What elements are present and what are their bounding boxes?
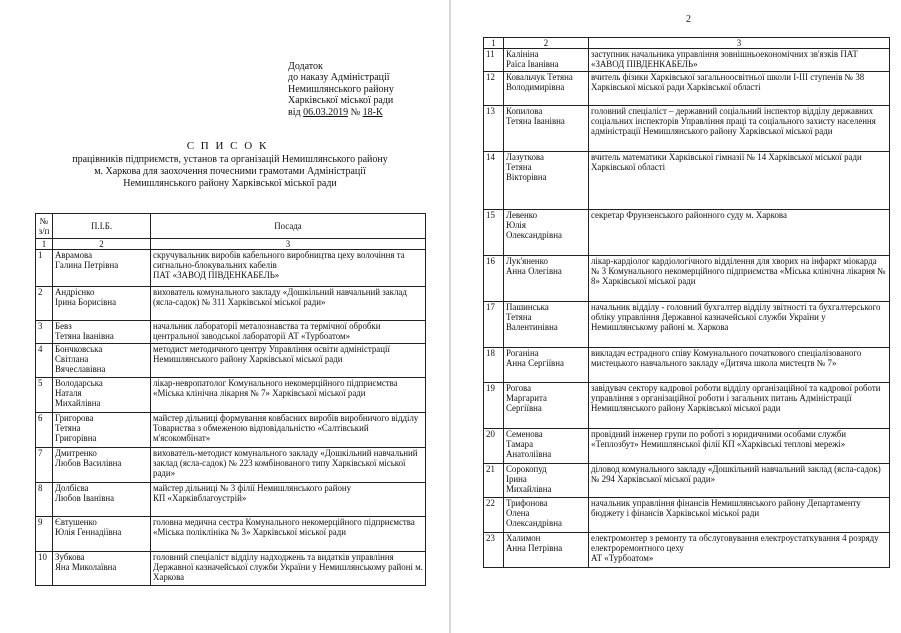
- table-row: [484, 383, 890, 429]
- employee-name: Левенко Юлія Олександрівна: [504, 210, 589, 256]
- table-row: [36, 517, 426, 552]
- employee-position: вчитель фізики Харківської загальноосвітньої школи І-ІІІ ступенів № 38 Харківської міської ради Харківської області: [589, 72, 890, 106]
- header-line: Додаток: [288, 61, 323, 72]
- row-number: 1: [36, 250, 53, 287]
- table-row: [484, 533, 890, 568]
- col-header-number: № з/п: [36, 214, 53, 239]
- employee-name: Зубкова Яна Миколаївна: [53, 552, 151, 586]
- employee-position: лікар-кардіолог кардіологічного відділення для хворих на інфаркт міокарда № 3 Комунального некомерційного підприємства «Міська клінічна лікарня № 8» Харківської міської ради: [589, 256, 890, 302]
- employee-position: діловод комунального закладу «Дошкільний навчальний заклад (ясла-садок) № 294 Харківської міської ради»: [589, 464, 890, 498]
- col-number: 1: [484, 38, 504, 49]
- employee-position: методист методичного центру Управління освіти адміністрації Немишлянського району Харківської міської ради: [151, 344, 426, 378]
- table-row: [484, 49, 890, 72]
- row-number: 11: [484, 49, 504, 72]
- table-row: [36, 287, 426, 321]
- employee-name: Сорокопуд Ірина Михайлівна: [504, 464, 589, 498]
- table-row: [36, 552, 426, 586]
- table-row: [484, 464, 890, 498]
- employee-name: Пашинська Тетяна Валентинівна: [504, 302, 589, 348]
- table-row: [36, 413, 426, 448]
- employee-position: начальник відділу - головний бухгалтер відділу звітності та бухгалтерського обліку управління Державної казначейської служби України у Немишлянському районі м. Харкова: [589, 302, 890, 348]
- order-number: 18-К: [362, 106, 383, 118]
- order-date: 06.03.2019: [303, 106, 349, 118]
- row-number: 5: [36, 378, 53, 413]
- employee-position: провідний інженер групи по роботі з юридичними особами служби «Теплозбут» Немишлянської філії КП «Харківські теплові мережі»: [589, 429, 890, 464]
- table-row: [36, 321, 426, 344]
- employee-position: скручувальник виробів кабельного виробництва цеху волочіння та сигнально-блокувальних кабелів ПАТ «ЗАВОД ПІВДЕНКАБЕЛЬ»: [151, 250, 426, 287]
- employee-name: Рогова Маргарита Сергіївна: [504, 383, 589, 429]
- employee-position: викладач естрадного співу Комунального початкового спеціалізованого мистецького навчального закладу «Дитяча школа мистецтв № 7»: [589, 348, 890, 383]
- table-row: [36, 483, 426, 517]
- page-number: 2: [686, 14, 691, 25]
- col-header-name: П.І.Б.: [53, 214, 151, 239]
- employee-position: заступник начальника управління зовнішньоекономічних зв'язків ПАТ «ЗАВОД ПІВДЕНКАБЕЛЬ»: [589, 49, 890, 72]
- row-number: 6: [36, 413, 53, 448]
- employee-name: Ковальчук Тетяна Володимирівна: [504, 72, 589, 106]
- document-title: С П И С О К: [186, 140, 269, 152]
- row-number: 12: [484, 72, 504, 106]
- table-row: [484, 498, 890, 533]
- employee-name: Семенова Тамара Анатоліївна: [504, 429, 589, 464]
- row-number: 3: [36, 321, 53, 344]
- employee-position: вихователь комунального закладу «Дошкільний навчальний заклад (ясла-садок) № 311 Харківської міської ради»: [151, 287, 426, 321]
- table-body: [36, 250, 426, 586]
- order-header: [288, 61, 394, 118]
- employee-position: завідувач сектору кадрової роботи відділу організаційної та кадрової роботи управління з організаційної роботи і загальних питань Адміністрації Немишлянського району Харківської міської ради: [589, 383, 890, 429]
- page-right: [451, 0, 901, 633]
- employee-position: електромонтер з ремонту та обслуговування електроустаткування 4 розряду електроремонтного цеху АТ «Турбоатом»: [589, 533, 890, 568]
- employee-position: головний спеціаліст відділу надходжень та видатків управління Державної казначейської служби України у Немишлянському районі м. Харкова: [151, 552, 426, 586]
- table-row: [36, 448, 426, 483]
- employee-name: Бончковська Світлана Вячеславівна: [53, 344, 151, 378]
- employee-name: Григорова Тетяна Григорівна: [53, 413, 151, 448]
- row-number: 2: [36, 287, 53, 321]
- employee-name: Лук'яненко Анна Олегівна: [504, 256, 589, 302]
- employee-table-left: [35, 213, 426, 586]
- row-number: 13: [484, 106, 504, 152]
- table-row: [484, 302, 890, 348]
- row-number: 10: [36, 552, 53, 586]
- col-number: 3: [589, 38, 890, 49]
- col-number: 3: [151, 239, 426, 250]
- employee-position: секретар Фрунзенського районного суду м. Харкова: [589, 210, 890, 256]
- table-row: [484, 72, 890, 106]
- employee-name: Бевз Тетяна Іванівна: [53, 321, 151, 344]
- row-number: 22: [484, 498, 504, 533]
- col-number: 2: [53, 239, 151, 250]
- table-row: [36, 344, 426, 378]
- employee-position: головна медична сестра Комунального некомерційного підприємства «Міська поліклініка № 3» Харківської міської ради: [151, 517, 426, 552]
- employee-position: майстер дільниці формування ковбасних виробів виробничого відділу Товариства з обмеженою відповідальністю «Салтівський м'ясокомбінат»: [151, 413, 426, 448]
- table-row: [484, 256, 890, 302]
- employee-position: лікар-невропатолог Комунального некомерційного підприємства «Міська клінічна лікарня № 7» Харківської міської ради: [151, 378, 426, 413]
- table-row: [484, 210, 890, 256]
- employee-position: вчитель математики Харківської гімназії № 14 Харківської міської ради Харківської області: [589, 152, 890, 210]
- employee-name: Дмитренко Любов Василівна: [53, 448, 151, 483]
- row-number: 4: [36, 344, 53, 378]
- page-left: [0, 0, 450, 633]
- date-prefix: від: [288, 106, 304, 118]
- table-row: [36, 250, 426, 287]
- table-row: [484, 429, 890, 464]
- employee-name: Роганіна Анна Сергіївна: [504, 348, 589, 383]
- row-number: 23: [484, 533, 504, 568]
- table-row: [484, 152, 890, 210]
- employee-position: головний спеціаліст – державний соціальний інспектор відділу державних соціальних інспекторів Управління праці та соціального захисту населення адміністрації Немишлянського району Харківської міської ради: [589, 106, 890, 152]
- employee-name: Халимон Анна Петрівна: [504, 533, 589, 568]
- header-line: до наказу Адміністрації: [288, 72, 390, 84]
- row-number: 16: [484, 256, 504, 302]
- document-subtitle: працівників підприємств, установ та організацій Немишлянського району м. Харкова для заохочення почесними грамотами Адміністрації Немишлянського району Харківської міської ради: [72, 154, 388, 189]
- row-number: 19: [484, 383, 504, 429]
- table-row: [484, 348, 890, 383]
- employee-name: Євтушенко Юлія Геннадіївна: [53, 517, 151, 552]
- row-number: 7: [36, 448, 53, 483]
- col-header-position: Посада: [151, 214, 426, 239]
- employee-name: Копилова Тетяна Іванівна: [504, 106, 589, 152]
- col-number: 2: [504, 38, 589, 49]
- table-body: [484, 49, 890, 568]
- employee-position: вихователь-методист комунального закладу «Дошкільний навчальний заклад (ясла-садок) № 223 комбінованого типу Харківської міської ради»: [151, 448, 426, 483]
- row-number: 18: [484, 348, 504, 383]
- employee-table-right: [483, 37, 890, 568]
- num-prefix: №: [348, 106, 363, 118]
- employee-name: Андрієнко Ірина Борисівна: [53, 287, 151, 321]
- table-row: [36, 378, 426, 413]
- employee-name: Лазуткова Тетяна Вікторівна: [504, 152, 589, 210]
- row-number: 9: [36, 517, 53, 552]
- header-line: Немишлянського району: [288, 83, 394, 95]
- header-date-line: [288, 107, 394, 118]
- employee-position: начальник управління фінансів Немишлянського району Департаменту бюджету і фінансів Харківської міської ради: [589, 498, 890, 533]
- employee-name: Аврамова Галина Петрівна: [53, 250, 151, 287]
- employee-position: начальник лабораторії металознавства та термічної обробки центральної заводської лабораторії АТ «Турбоатом»: [151, 321, 426, 344]
- header-line: Харківської міської ради: [288, 95, 394, 107]
- employee-name: Володарська Наталя Михайлівна: [53, 378, 151, 413]
- employee-name: Трифонова Олена Олександрівна: [504, 498, 589, 533]
- employee-name: Калініна Раїса Іванівна: [504, 49, 589, 72]
- employee-name: Долбієва Любов Іванівна: [53, 483, 151, 517]
- table-row: [484, 106, 890, 152]
- row-number: 14: [484, 152, 504, 210]
- employee-position: майстер дільниці № 3 філії Немишлянського району КП «Харківблагоустрій»: [151, 483, 426, 517]
- col-number: 1: [36, 239, 53, 250]
- row-number: 8: [36, 483, 53, 517]
- row-number: 17: [484, 302, 504, 348]
- row-number: 20: [484, 429, 504, 464]
- row-number: 15: [484, 210, 504, 256]
- row-number: 21: [484, 464, 504, 498]
